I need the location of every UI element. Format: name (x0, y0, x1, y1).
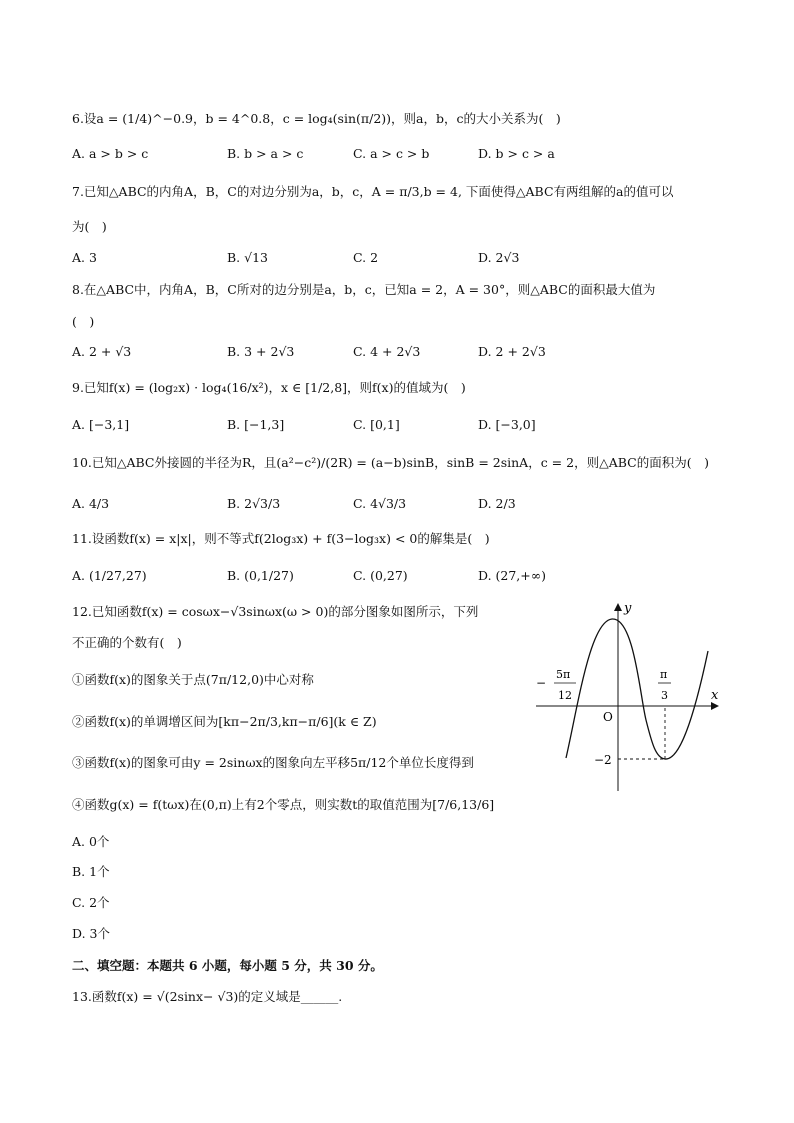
q8-option-c[interactable]: C. 4 + 2√3 (353, 344, 421, 359)
q8-option-d[interactable]: D. 2 + 2√3 (478, 344, 546, 359)
y-axis-label: y (624, 601, 632, 616)
q6-option-b[interactable]: B. b > a > c (227, 146, 304, 161)
question-8-stem-cont: ( ) (72, 314, 95, 329)
q12-option-b[interactable]: B. 1个 (72, 864, 110, 879)
q10-option-a[interactable]: A. 4/3 (72, 496, 110, 511)
question-8-stem: 8.在△ABC中，内角A，B，C所对的边分别是a，b，c，已知a = 2，A = 30°，则△ABC的面积最大值为 (72, 282, 656, 297)
q7-option-b[interactable]: B. √13 (227, 250, 269, 265)
q12-statement-3: ③函数f(x)的图象可由y = 2sinωx的图象向左平移5π/12个单位长度得到 (72, 755, 474, 770)
q10-option-c[interactable]: C. 4√3/3 (353, 496, 407, 511)
q8-option-b[interactable]: B. 3 + 2√3 (227, 344, 295, 359)
question-11-stem: 11.设函数f(x) = x|x|，则不等式f(2log₃x) + f(3−log₃x) < 0的解集是( ) (72, 531, 490, 546)
q7-option-d[interactable]: D. 2√3 (478, 250, 520, 265)
question-13-stem: 13.函数f(x) = √(2sinx− √3)的定义域是______. (72, 989, 343, 1004)
question-12-stem-cont: 不正确的个数有( ) (72, 635, 182, 650)
q12-statement-1: ①函数f(x)的图象关于点(7π/12,0)中心对称 (72, 672, 314, 687)
q10-option-d[interactable]: D. 2/3 (478, 496, 516, 511)
left-mark-sign: − (536, 676, 547, 690)
q11-option-c[interactable]: C. (0,27) (353, 568, 408, 583)
question-9-stem: 9.已知f(x) = (log₂x) · log₄(16/x²)，x ∈ [1/2,8]，则f(x)的值域为( ) (72, 380, 466, 395)
q6-option-c[interactable]: C. a > c > b (353, 146, 430, 161)
left-mark-denominator: 12 (558, 689, 572, 702)
q11-option-b[interactable]: B. (0,1/27) (227, 568, 294, 583)
q12-option-a[interactable]: A. 0个 (72, 834, 110, 849)
q12-statement-2: ②函数f(x)的单调增区间为[kπ−2π/3,kπ−π/6](k ∈ Z) (72, 714, 377, 729)
q12-function-graph (528, 596, 728, 796)
q9-option-b[interactable]: B. [−1,3] (227, 417, 285, 432)
question-7-stem: 7.已知△ABC的内角A，B，C的对边分别为a，b，c，A = π/3,b = 4, 下面使得△ABC有两组解的a的值可以 (72, 184, 674, 199)
right-mark-numerator: π (660, 668, 668, 681)
q7-option-a[interactable]: A. 3 (72, 250, 97, 265)
question-6-stem: 6.设a = (1/4)^−0.9，b = 4^0.8，c = log₄(sin(π/2))，则a，b，c的大小关系为( ) (72, 111, 561, 126)
q11-option-a[interactable]: A. (1/27,27) (72, 568, 147, 583)
q7-option-c[interactable]: C. 2 (353, 250, 379, 265)
q11-option-d[interactable]: D. (27,+∞) (478, 568, 547, 583)
q12-option-c[interactable]: C. 2个 (72, 895, 110, 910)
q10-option-b[interactable]: B. 2√3/3 (227, 496, 281, 511)
q6-option-d[interactable]: D. b > c > a (478, 146, 555, 161)
question-12-stem: 12.已知函数f(x) = cosωx−√3sinωx(ω > 0)的部分图象如图所示，下列 (72, 604, 479, 619)
q6-option-a[interactable]: A. a > b > c (72, 146, 149, 161)
left-mark-numerator: 5π (556, 668, 571, 681)
right-mark-denominator: 3 (661, 689, 668, 702)
x-axis-label: x (711, 688, 719, 703)
section-2-heading: 二、填空题：本题共 6 小题，每小题 5 分，共 30 分。 (72, 958, 383, 973)
q12-option-d[interactable]: D. 3个 (72, 926, 110, 941)
question-10-stem: 10.已知△ABC外接圆的半径为R，且(a²−c²)/(2R) = (a−b)sinB，sinB = 2sinA，c = 2，则△ABC的面积为( ) (72, 455, 709, 470)
question-7-stem-cont: 为( ) (72, 219, 107, 234)
q9-option-d[interactable]: D. [−3,0] (478, 417, 536, 432)
q9-option-a[interactable]: A. [−3,1] (72, 417, 130, 432)
cosine-curve (566, 619, 708, 759)
q8-option-a[interactable]: A. 2 + √3 (72, 344, 132, 359)
min-value-label: −2 (594, 753, 612, 767)
origin-label: O (603, 710, 613, 724)
q12-statement-4: ④函数g(x) = f(tωx)在(0,π)上有2个零点，则实数t的取值范围为[7/6,13/6] (72, 797, 495, 812)
q9-option-c[interactable]: C. [0,1] (353, 417, 400, 432)
